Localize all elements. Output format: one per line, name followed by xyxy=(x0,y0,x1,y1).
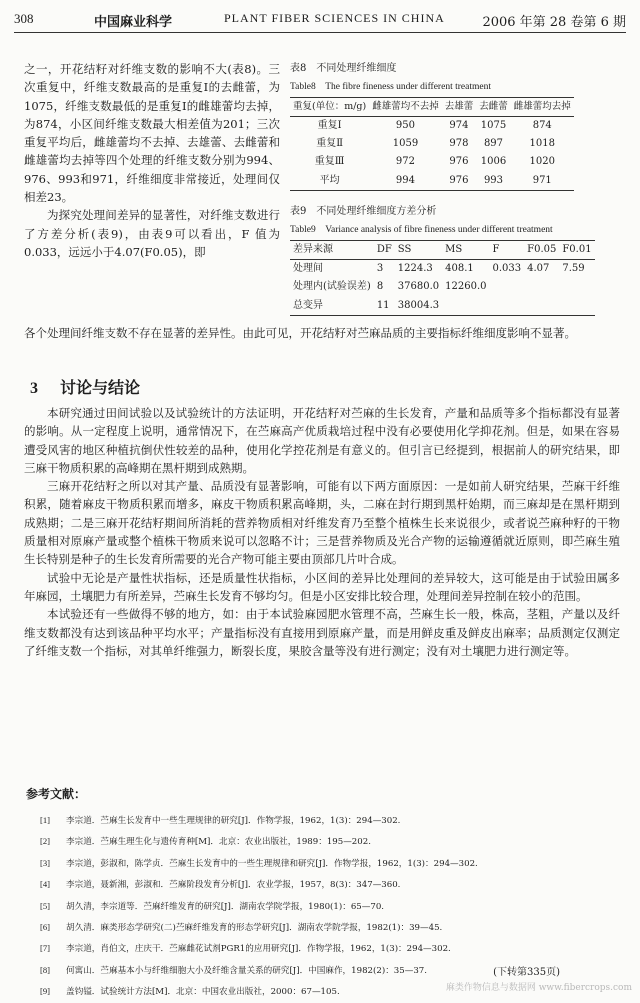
table8 xyxy=(290,97,574,191)
table-row xyxy=(290,172,574,191)
table-cell: 处理间 xyxy=(293,262,323,274)
journal-title-en: PLANT FIBER SCIENCES IN CHINA xyxy=(224,11,445,25)
reference-number: [8] xyxy=(40,964,51,975)
table-cell: 1075 xyxy=(480,119,507,131)
continuation-paragraph: 各个处理间纤维支数不存在显著的差异性。由此可见，开花结籽对苎麻品质的主要指标纤维细度影响不显著。 xyxy=(24,326,576,340)
table-cell: 971 xyxy=(511,172,574,191)
reference-text: 何寓山．苎麻基本小与纤维细胞大小及纤维含量关系的研究[J]．中国麻作，1982(2)：35—37. xyxy=(66,965,427,976)
table-header: F0.05 xyxy=(524,240,559,259)
references-heading: 参考文献： xyxy=(26,787,87,801)
reference-item xyxy=(40,917,600,938)
section-heading xyxy=(30,375,140,398)
paragraph: 本试验还有一些做得不够的地方，如：由于本试验麻园肥水管理不高，苎麻生长一般，株高，茎粗，产量以及纤维支数都没有达到该品种平均水平；产量指标没有直接用到原麻产量，而是用鲜皮重及鲜皮出麻率；品质测定仅测定了纤维支数一个指标，对其单纤维强力，断裂长度，果胶含量等没有进行测定；没有对土壤肥力进行测定等。 xyxy=(24,607,620,658)
table-cell: 38004.3 xyxy=(395,297,442,316)
table-cell xyxy=(559,297,594,316)
reference-item xyxy=(40,831,600,852)
reference-text: 胡久清，李宗道等．苎麻纤维发育的研究[J]．湖南农学院学报，1980(1)：65—70. xyxy=(66,901,385,912)
paragraph: 为探究处理间差异的显著性，对纤维支数进行了方差分析(表9)，由表9可以看出，F 值为0.033，远远小于4.07(F0.05)，即 xyxy=(24,208,280,259)
table-header: 去雄蕾 xyxy=(442,97,477,116)
table9 xyxy=(290,240,595,316)
table9-caption-en: Table9 Variance analysis of fibre fineness under different treatment xyxy=(290,225,553,236)
table-cell: 408.1 xyxy=(445,262,474,274)
table-cell: 11 xyxy=(374,297,395,316)
table-cell: 4.07 xyxy=(527,262,550,274)
reference-number: [4] xyxy=(40,879,51,890)
table-header: 差异来源 xyxy=(290,240,374,259)
table-cell: 994 xyxy=(369,172,442,191)
table-cell: 874 xyxy=(532,119,552,131)
paragraph: 试验中无论是产量性状指标，还是质量性状指标，小区间的差异比处理间的差异较大，这可能是由于试验田属多年麻园，土壤肥力有所差异，苎麻生长发育不够均匀。但是小区安排比较合理，处理间差异控制在较小的范围。 xyxy=(24,570,620,603)
table-cell: 3 xyxy=(376,262,384,274)
reference-number: [2] xyxy=(40,836,51,847)
table-cell: 974 xyxy=(449,119,469,131)
table-header: SS xyxy=(395,240,442,259)
table-row xyxy=(290,297,595,316)
reference-text: 盖钧镒．试验统计方法[M]．北京：中国农业出版社，2000：67—105. xyxy=(66,987,340,998)
table-cell: 重复Ⅲ xyxy=(314,156,345,168)
reference-text: 李宗道，肖伯文，庄庆干．苎麻雌花试剂PGR1的应用研究[J]．作物学报，1962，1(3)：294—302. xyxy=(66,944,451,955)
reference-item xyxy=(40,896,600,917)
reference-number: [3] xyxy=(40,857,51,868)
watermark: 麻类作物信息与数据网 www.fibercrops.com xyxy=(445,983,632,993)
table-cell: 1006 xyxy=(480,156,507,168)
table-cell: 8 xyxy=(376,281,384,293)
table-row xyxy=(290,135,574,153)
table-cell xyxy=(490,278,525,296)
reference-text: 李宗道，彭淑和，陈学贞．苎麻生长发育中的一些生理规律和研究[J]．作物学报，1962，1(3)：294—302. xyxy=(66,858,478,869)
reference-item xyxy=(40,810,600,831)
table-header: 去雌蕾 xyxy=(476,97,511,116)
table-header: 重复(单位：m/g) xyxy=(290,97,369,116)
table-cell xyxy=(490,297,525,316)
table-cell: 处理内(试验误差) xyxy=(293,281,371,293)
reference-number: [7] xyxy=(40,943,51,954)
table-cell: 897 xyxy=(483,138,504,150)
reference-item xyxy=(40,853,600,874)
left-column xyxy=(24,60,280,261)
table-row xyxy=(290,116,574,135)
discussion-body xyxy=(24,404,620,660)
table-row xyxy=(290,278,595,296)
table-cell xyxy=(559,278,594,296)
table-cell: 重复Ⅱ xyxy=(316,138,343,150)
table8-caption-en: Table8 The fibre fineness under different treatment xyxy=(290,82,491,93)
reference-number: [9] xyxy=(40,986,51,997)
table-cell: 1020 xyxy=(529,156,555,168)
table-header: F xyxy=(490,240,525,259)
reference-number: [6] xyxy=(40,922,51,933)
journal-title-cn: 中国麻业科学 xyxy=(94,15,173,30)
table-cell: 0.033 xyxy=(492,262,522,274)
table-cell xyxy=(524,278,559,296)
right-column-tables xyxy=(290,60,630,316)
table-cell: 重复Ⅰ xyxy=(317,119,342,131)
paragraph: 之一，开花结籽对纤维支数的影响不大(表8)。三次重复中，纤维支数最高的是重复Ⅰ的去雌蕾，为1075，纤维支数最低的是重复Ⅰ的雌雄蕾均去掉，为874，小区间纤维支数最大相差值为201；三次重复平均后，雌雄蕾均不去掉、去雄蕾、去雌蕾和雌雄蕾均去掉等四个处理的纤维支数分别为994、976、993和971，纤维细度非常接近，处理间仅相差23。 xyxy=(24,62,280,205)
reference-number: [5] xyxy=(40,900,51,911)
table-cell: 平均 xyxy=(290,172,369,191)
reference-text: 李宗道．苎麻生理生化与遗传育种[M]．北京：农业出版社，1989：195—202. xyxy=(66,837,371,848)
table-cell: 12260.0 xyxy=(445,281,487,293)
table-cell: 1059 xyxy=(392,138,419,150)
table-row xyxy=(290,153,574,171)
table-cell: 972 xyxy=(395,156,415,168)
section-number: 3 xyxy=(30,380,38,397)
table-cell: 37680.0 xyxy=(397,281,440,293)
reference-text: 胡久清．麻类形态学研究(二)苎麻纤维发育的形态学研究[J]．湖南农学院学报，1982(1)：39—45. xyxy=(66,923,443,934)
reference-number: [1] xyxy=(40,815,51,825)
continued-on-page-note: (下转第335页) xyxy=(493,967,560,978)
table-cell xyxy=(442,297,489,316)
table-cell: 950 xyxy=(395,119,415,131)
section-title: 讨论与结论 xyxy=(60,378,141,397)
reference-text: 李宗道．苎麻生长发育中一些生理规律的研究[J]．作物学报，1962，1(3)：294—302. xyxy=(66,816,401,826)
table-row xyxy=(290,259,595,278)
volume-issue: 2006 年第 28 卷第 6 期 xyxy=(482,15,626,30)
paragraph: 三麻开花结籽之所以对其产量、品质没有显著影响，可能有以下两方面原因：一是如前人研究结果，苎麻干纤维积累，随着麻皮干物质积累而增多，麻皮干物质积累高峰期，头，二麻在封行期到黑杆始期，而三麻却是在黑杆期到成熟期；二是三麻开花结籽期间所消耗的营养物质相对纤维发育乃至整个植株生长来说很少，或者说苎麻种籽的干物质量相对原麻产量或整个植株干物质来说可以忽略不计；三是营养物质及光合产物的运输遵循就近原则，即苎麻生殖生长特别是种子的生长发育所需要的光合产物可能主要由顶部几片叶合成。 xyxy=(24,479,620,567)
table-cell: 976 xyxy=(442,172,477,191)
table-cell: 978 xyxy=(449,138,469,150)
reference-item xyxy=(40,938,600,959)
table-cell: 1224.3 xyxy=(397,262,433,274)
table-cell: 总变异 xyxy=(290,297,374,316)
table-cell: 993 xyxy=(476,172,511,191)
table-header: DF xyxy=(374,240,395,259)
table-header: MS xyxy=(442,240,489,259)
page-number: 308 xyxy=(14,11,34,26)
table8-caption-cn: 表8 不同处理纤维细度 xyxy=(290,63,397,74)
table-cell: 976 xyxy=(449,156,469,168)
table-header: 雌雄蕾均去掉 xyxy=(511,97,574,116)
table-cell xyxy=(524,297,559,316)
paragraph: 本研究通过田间试验以及试验统计的方法证明，开花结籽对苎麻的生长发育，产量和品质等多个指标都没有显著的影响。从一定程度上说明，通常情况下，在苎麻高产优质栽培过程中没有必要使用化学抑花剂。但是，如果在容易遭受风害的地区种植抗倒伏性较差的品种，使用化学控花剂是有意义的。但引言已经提到，根据前人的研究结果，即三麻干物质积累的高峰期在黑杆期到成熟期。 xyxy=(24,406,620,475)
table-cell: 1018 xyxy=(529,138,555,150)
table-header: 雌雄蕾均不去掉 xyxy=(369,97,442,116)
running-header xyxy=(14,6,626,33)
table-cell: 7.59 xyxy=(562,262,585,274)
reference-item xyxy=(40,874,600,895)
table-header: F0.01 xyxy=(559,240,594,259)
table9-caption-cn: 表9 不同处理纤维细度方差分析 xyxy=(290,206,437,218)
reference-text: 李宗道，聂新湘，彭淑和．苎麻阶段发育分析[J]．农业学报，1957，8(3)：347—360. xyxy=(66,880,401,891)
